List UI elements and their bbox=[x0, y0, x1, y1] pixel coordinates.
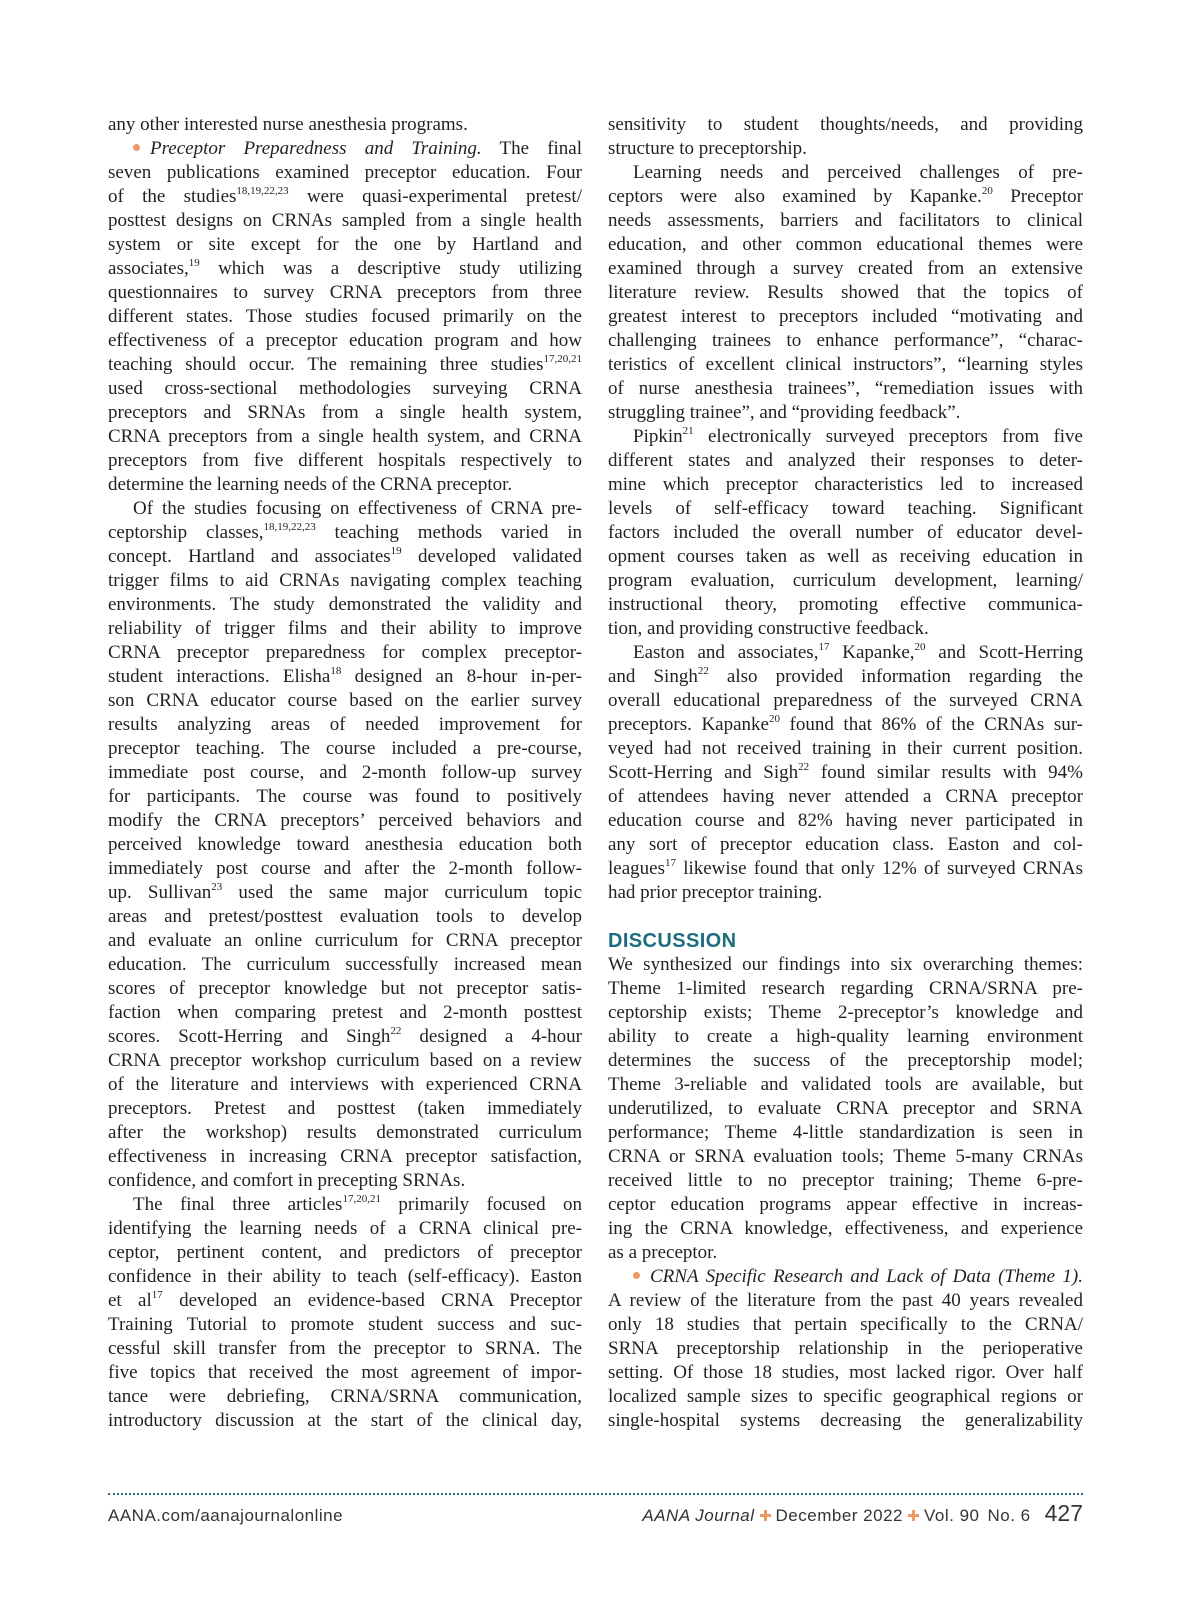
text-line bbox=[608, 641, 1083, 665]
citation-superscript: 17,20,21 bbox=[342, 1193, 381, 1205]
text-line bbox=[108, 185, 582, 209]
text-line bbox=[608, 137, 1083, 161]
text-run: needs assessments, barriers and facilitators to clinical bbox=[608, 210, 1083, 231]
run-in-subheading-line bbox=[608, 1265, 1083, 1289]
text-run: also provided information regarding the bbox=[708, 666, 1084, 687]
text-run: literature review. Results showed that the topics of bbox=[608, 282, 1083, 303]
text-line bbox=[108, 809, 582, 833]
text-run: ing the CRNA knowledge, effectiveness, and experience bbox=[608, 1218, 1083, 1239]
bullet-icon bbox=[133, 144, 140, 151]
text-run: instructional theory, promoting effective communica- bbox=[608, 594, 1083, 615]
text-run: SRNA preceptorship relationship in the perioperative bbox=[608, 1338, 1083, 1359]
text-run: confidence in their ability to teach (self-efficacy). Easton bbox=[108, 1266, 582, 1287]
text-run: faction when comparing pretest and 2-month posttest bbox=[108, 1002, 582, 1023]
text-line bbox=[608, 665, 1083, 689]
citation-superscript: 18,19,22,23 bbox=[236, 185, 289, 197]
text-line bbox=[108, 521, 582, 545]
text-run: posttest designs on CRNAs sampled from a single health bbox=[108, 210, 582, 231]
text-run: any other interested nurse anesthesia programs. bbox=[108, 114, 468, 135]
text-line bbox=[608, 377, 1083, 401]
text-line bbox=[608, 1145, 1083, 1169]
text-line bbox=[608, 329, 1083, 353]
text-line bbox=[108, 1001, 582, 1025]
text-line bbox=[108, 1409, 582, 1433]
text-line bbox=[608, 1025, 1083, 1049]
text-run: effectiveness of a preceptor education program and how bbox=[108, 330, 582, 351]
run-in-subheading-line bbox=[108, 137, 582, 161]
text-line bbox=[108, 665, 582, 689]
citation-superscript: 22 bbox=[798, 761, 810, 773]
text-line bbox=[608, 689, 1083, 713]
text-line bbox=[108, 881, 582, 905]
text-run: developed an evidence-based CRNA Preceptor bbox=[162, 1290, 582, 1311]
text-run: Of the studies focusing on effectiveness of CRNA pre- bbox=[133, 498, 582, 519]
text-run: designed an 8-hour in-per- bbox=[341, 666, 582, 687]
text-run: which was a descriptive study utilizing bbox=[199, 258, 582, 279]
text-run: factors included the overall number of educator devel- bbox=[608, 522, 1083, 543]
text-run: Theme 1-limited research regarding CRNA/SRNA pre- bbox=[608, 978, 1083, 999]
text-line bbox=[108, 689, 582, 713]
text-run: different states and analyzed their responses to deter- bbox=[608, 450, 1083, 471]
text-run: developed validated bbox=[401, 546, 582, 567]
text-run: education, and other common educational themes were bbox=[608, 234, 1083, 255]
discussion-heading: DISCUSSION bbox=[608, 930, 737, 952]
text-run: identifying the learning needs of a CRNA clinical pre- bbox=[108, 1218, 582, 1239]
text-run: received little to no preceptor training; Theme 6-pre- bbox=[608, 1170, 1083, 1191]
text-run: localized sample sizes to specific geographical regions or bbox=[608, 1386, 1083, 1407]
text-run: CRNA preceptor preparedness for complex preceptor- bbox=[108, 642, 582, 663]
right-column-text bbox=[608, 113, 1083, 905]
text-run: preceptors. Kapanke bbox=[608, 714, 769, 735]
italic-subheading: CRNA Specific Research and Lack of Data (Theme 1). bbox=[650, 1266, 1083, 1287]
citation-superscript: 17 bbox=[818, 641, 830, 653]
text-run: education. The curriculum successfully increased mean bbox=[108, 954, 582, 975]
text-run: greatest interest to preceptors included “motivating and bbox=[608, 306, 1083, 327]
text-run: likewise found that only 12% of surveyed CRNAs bbox=[675, 858, 1083, 879]
text-line bbox=[608, 1169, 1083, 1193]
text-run: performance; Theme 4-little standardization is seen in bbox=[608, 1122, 1083, 1143]
text-line bbox=[608, 425, 1083, 449]
text-line bbox=[608, 401, 1083, 425]
text-line bbox=[608, 233, 1083, 257]
citation-superscript: 21 bbox=[682, 425, 694, 437]
text-run: and evaluate an online curriculum for CRNA preceptor bbox=[108, 930, 582, 951]
text-line bbox=[108, 1049, 582, 1073]
text-run: leagues bbox=[608, 858, 665, 879]
citation-superscript: 20 bbox=[981, 185, 993, 197]
text-line bbox=[108, 497, 582, 521]
journal-website: AANA.com/aanajournalonline bbox=[108, 1506, 344, 1525]
text-line bbox=[108, 161, 582, 185]
text-line bbox=[108, 1217, 582, 1241]
text-line bbox=[608, 113, 1083, 137]
text-run: any sort of preceptor education class. Easton and col- bbox=[608, 834, 1083, 855]
text-run: were quasi-experimental pretest/ bbox=[288, 186, 582, 207]
text-run: found similar results with 94% bbox=[809, 762, 1083, 783]
text-run: Preceptor bbox=[992, 186, 1083, 207]
issue-info bbox=[642, 1500, 1083, 1527]
text-run: mine which preceptor characteristics led to increased bbox=[608, 474, 1083, 495]
text-run: Scott-Herring and Sigh bbox=[608, 762, 799, 783]
text-run: challenging trainees to enhance performance”, “charac- bbox=[608, 330, 1083, 351]
text-line bbox=[108, 1097, 582, 1121]
text-line bbox=[608, 1121, 1083, 1145]
text-line bbox=[608, 857, 1083, 881]
text-run: student interactions. Elisha bbox=[108, 666, 331, 687]
left-column bbox=[108, 113, 582, 1433]
text-run: used the same major curriculum topic bbox=[222, 882, 583, 903]
text-run: veyed had not received training in their current position. bbox=[608, 738, 1083, 759]
text-line bbox=[608, 737, 1083, 761]
text-run: and Singh bbox=[608, 666, 698, 687]
text-run: son CRNA educator course based on the earlier survey bbox=[108, 690, 582, 711]
text-run: system or site except for the one by Hartland and bbox=[108, 234, 582, 255]
text-line bbox=[108, 929, 582, 953]
text-run: Training Tutorial to promote student success and suc- bbox=[108, 1314, 582, 1335]
text-run: The final bbox=[481, 138, 583, 159]
text-line bbox=[108, 761, 582, 785]
text-line bbox=[608, 473, 1083, 497]
text-run: effectiveness in increasing CRNA preceptor satisfaction, bbox=[108, 1146, 582, 1167]
text-line bbox=[608, 353, 1083, 377]
text-line bbox=[608, 977, 1083, 1001]
text-line bbox=[108, 1121, 582, 1145]
text-run: preceptor teaching. The course included a pre-course, bbox=[108, 738, 582, 759]
text-run: perceived knowledge toward anesthesia education both bbox=[108, 834, 582, 855]
text-run: up. Sullivan bbox=[108, 882, 212, 903]
text-run: and Scott-Herring bbox=[925, 642, 1083, 663]
text-run: results analyzing areas of needed improvement for bbox=[108, 714, 582, 735]
text-run: struggling trainee”, and “providing feedback”. bbox=[608, 402, 961, 423]
text-run: immediate post course, and 2-month follow-up survey bbox=[108, 762, 582, 783]
text-line bbox=[108, 209, 582, 233]
text-run: education course and 82% having never participated in bbox=[608, 810, 1083, 831]
text-run: different states. Those studies focused primarily on the bbox=[108, 306, 582, 327]
text-line bbox=[608, 449, 1083, 473]
text-run: only 18 studies that pertain specifically to the CRNA/ bbox=[608, 1314, 1083, 1335]
text-line bbox=[108, 353, 582, 377]
text-run: scores. Scott-Herring and Singh bbox=[108, 1026, 391, 1047]
text-line bbox=[608, 1097, 1083, 1121]
text-run: preceptors. Pretest and posttest (taken immediately bbox=[108, 1098, 582, 1119]
text-run: of the studies bbox=[108, 186, 237, 207]
text-line bbox=[608, 545, 1083, 569]
text-line bbox=[608, 833, 1083, 857]
citation-superscript: 19 bbox=[390, 545, 402, 557]
text-run: CRNA preceptor workshop curriculum based on a review bbox=[108, 1050, 582, 1071]
citation-superscript: 18 bbox=[330, 665, 342, 677]
text-line bbox=[608, 953, 1083, 977]
text-line bbox=[108, 977, 582, 1001]
text-line bbox=[608, 521, 1083, 545]
footer-dotted-rule bbox=[108, 1493, 1083, 1495]
text-line bbox=[108, 401, 582, 425]
text-run: had prior preceptor training. bbox=[608, 882, 823, 903]
text-run: single-hospital systems decreasing the generalizability bbox=[608, 1410, 1083, 1431]
text-run: tance were debriefing, CRNA/SRNA communication, bbox=[108, 1386, 582, 1407]
text-line bbox=[108, 425, 582, 449]
text-run: setting. Of those 18 studies, most lacked rigor. Over half bbox=[608, 1362, 1083, 1383]
text-run: primarily focused on bbox=[380, 1194, 583, 1215]
text-run: of attendees having never attended a CRNA preceptor bbox=[608, 786, 1083, 807]
citation-superscript: 20 bbox=[768, 713, 780, 725]
text-run: teaching should occur. The remaining three studies bbox=[108, 354, 544, 375]
text-line bbox=[608, 881, 1083, 905]
text-run: designed a 4-hour bbox=[401, 1026, 582, 1047]
text-line bbox=[108, 1193, 582, 1217]
text-line bbox=[608, 281, 1083, 305]
citation-superscript: 17,20,21 bbox=[543, 353, 582, 365]
text-line bbox=[108, 1265, 582, 1289]
text-run: We synthesized our findings into six overarching themes: bbox=[608, 954, 1083, 975]
text-run: trigger films to aid CRNAs navigating complex teaching bbox=[108, 570, 582, 591]
text-line bbox=[608, 617, 1083, 641]
text-line bbox=[608, 1049, 1083, 1073]
text-run: underutilized, to evaluate CRNA preceptor and SRNA bbox=[608, 1098, 1083, 1119]
text-run: A review of the literature from the past 40 years revealed bbox=[608, 1290, 1083, 1311]
text-run: opment courses taken as well as receiving education in bbox=[608, 546, 1083, 567]
discussion-text bbox=[608, 953, 1083, 1433]
text-line bbox=[608, 1409, 1083, 1433]
text-line bbox=[108, 833, 582, 857]
text-run: et al bbox=[108, 1290, 152, 1311]
bullet-icon bbox=[633, 1272, 640, 1279]
citation-superscript: 20 bbox=[914, 641, 926, 653]
text-run: preceptors from five different hospitals respectively to bbox=[108, 450, 582, 471]
text-line bbox=[608, 305, 1083, 329]
text-line bbox=[108, 737, 582, 761]
text-line bbox=[608, 257, 1083, 281]
text-run: ability to create a high-quality learning environment bbox=[608, 1026, 1083, 1047]
text-run: questionnaires to survey CRNA preceptors from three bbox=[108, 282, 582, 303]
text-line bbox=[108, 1073, 582, 1097]
text-run: scores of preceptor knowledge but not preceptor satis- bbox=[108, 978, 582, 999]
text-line bbox=[108, 545, 582, 569]
volume-number: Vol. 90 bbox=[923, 1506, 980, 1525]
text-line bbox=[108, 257, 582, 281]
text-run: teristics of excellent clinical instructors”, “learning styles bbox=[608, 354, 1083, 375]
text-line bbox=[608, 1241, 1083, 1265]
text-run: Pipkin bbox=[633, 426, 683, 447]
text-line bbox=[108, 281, 582, 305]
text-run: CRNA preceptors from a single health system, and CRNA bbox=[108, 426, 582, 447]
text-run: of nurse anesthesia trainees”, “remediation issues with bbox=[608, 378, 1083, 399]
text-line bbox=[608, 161, 1083, 185]
text-line bbox=[608, 713, 1083, 737]
text-run: ceptorship exists; Theme 2-preceptor’s knowledge and bbox=[608, 1002, 1083, 1023]
text-line bbox=[608, 761, 1083, 785]
text-line bbox=[608, 1073, 1083, 1097]
plus-separator-icon bbox=[760, 1510, 771, 1521]
text-line bbox=[108, 953, 582, 977]
text-line bbox=[108, 449, 582, 473]
text-line bbox=[108, 1385, 582, 1409]
page-number: 427 bbox=[1044, 1500, 1083, 1526]
text-run: ceptor, pertinent content, and predictors of preceptor bbox=[108, 1242, 582, 1263]
text-run: Learning needs and perceived challenges of pre- bbox=[633, 162, 1083, 183]
journal-name: AANA Journal bbox=[642, 1506, 755, 1525]
text-line bbox=[108, 713, 582, 737]
text-run: ceptor education programs appear effective in increas- bbox=[608, 1194, 1083, 1215]
citation-superscript: 18,19,22,23 bbox=[263, 521, 316, 533]
text-run: ceptors were also examined by Kapanke. bbox=[608, 186, 982, 207]
text-line bbox=[108, 857, 582, 881]
text-run: found that 86% of the CRNAs sur- bbox=[779, 714, 1083, 735]
italic-subheading: Preceptor Preparedness and Training. bbox=[150, 138, 482, 159]
citation-superscript: 22 bbox=[697, 665, 709, 677]
text-run: cessful skill transfer from the preceptor to SRNA. The bbox=[108, 1338, 582, 1359]
text-line bbox=[108, 1241, 582, 1265]
text-line bbox=[608, 209, 1083, 233]
text-run: five topics that received the most agreement of impor- bbox=[108, 1362, 582, 1383]
text-run: examined through a survey created from an extensive bbox=[608, 258, 1083, 279]
text-run: introductory discussion at the start of the clinical day, bbox=[108, 1410, 582, 1431]
text-run: used cross-sectional methodologies surveying CRNA bbox=[108, 378, 582, 399]
text-line bbox=[608, 1313, 1083, 1337]
text-run: reliability of trigger films and their ability to improve bbox=[108, 618, 582, 639]
citation-superscript: 19 bbox=[188, 257, 200, 269]
text-line bbox=[108, 305, 582, 329]
text-line bbox=[108, 905, 582, 929]
text-line bbox=[108, 641, 582, 665]
text-run: Theme 3-reliable and validated tools are available, but bbox=[608, 1074, 1083, 1095]
text-run: concept. Hartland and associates bbox=[108, 546, 391, 567]
text-run: modify the CRNA preceptors’ perceived behaviors and bbox=[108, 810, 582, 831]
text-line bbox=[608, 1289, 1083, 1313]
text-run: after the workshop) results demonstrated curriculum bbox=[108, 1122, 582, 1143]
text-run: program evaluation, curriculum development, learning/ bbox=[608, 570, 1083, 591]
text-run: determine the learning needs of the CRNA preceptor. bbox=[108, 474, 513, 495]
text-line bbox=[108, 1289, 582, 1313]
text-line bbox=[608, 1193, 1083, 1217]
citation-superscript: 22 bbox=[390, 1025, 402, 1037]
text-run: CRNA or SRNA evaluation tools; Theme 5-many CRNAs bbox=[608, 1146, 1083, 1167]
text-line bbox=[108, 1145, 582, 1169]
text-run: as a preceptor. bbox=[608, 1242, 718, 1263]
citation-superscript: 23 bbox=[211, 881, 223, 893]
text-line bbox=[608, 1001, 1083, 1025]
text-line bbox=[108, 1025, 582, 1049]
text-run: preceptors and SRNAs from a single health system, bbox=[108, 402, 582, 423]
text-run: determines the success of the preceptorship model; bbox=[608, 1050, 1083, 1071]
text-line bbox=[108, 233, 582, 257]
right-column bbox=[608, 113, 1083, 1433]
text-run: ceptorship classes, bbox=[108, 522, 264, 543]
plus-separator-icon bbox=[908, 1510, 919, 1521]
text-line bbox=[608, 1385, 1083, 1409]
text-line bbox=[608, 593, 1083, 617]
text-line bbox=[608, 185, 1083, 209]
text-line bbox=[608, 497, 1083, 521]
text-line bbox=[108, 1361, 582, 1385]
text-line bbox=[608, 1217, 1083, 1241]
text-line bbox=[108, 1313, 582, 1337]
text-run: confidence, and comfort in precepting SRNAs. bbox=[108, 1170, 466, 1191]
text-run: areas and pretest/posttest evaluation tools to develop bbox=[108, 906, 582, 927]
text-run: Kapanke, bbox=[829, 642, 915, 663]
text-run: structure to preceptorship. bbox=[608, 138, 807, 159]
text-line bbox=[608, 1361, 1083, 1385]
text-line bbox=[108, 617, 582, 641]
page-footer bbox=[108, 1500, 1083, 1528]
text-line bbox=[608, 1337, 1083, 1361]
text-run: Easton and associates, bbox=[633, 642, 819, 663]
text-line bbox=[108, 377, 582, 401]
text-run: associates, bbox=[108, 258, 189, 279]
text-run: levels of self-efficacy toward teaching. Significant bbox=[608, 498, 1083, 519]
text-run: environments. The study demonstrated the validity and bbox=[108, 594, 582, 615]
text-line bbox=[108, 785, 582, 809]
text-run: sensitivity to student thoughts/needs, and providing bbox=[608, 114, 1083, 135]
text-line bbox=[108, 569, 582, 593]
text-line bbox=[108, 473, 582, 497]
text-line bbox=[608, 569, 1083, 593]
issue-number: No. 6 bbox=[987, 1506, 1031, 1525]
text-run: The final three articles bbox=[133, 1194, 343, 1215]
text-line bbox=[608, 785, 1083, 809]
text-run: immediately post course and after the 2-month follow- bbox=[108, 858, 582, 879]
text-line bbox=[108, 329, 582, 353]
citation-superscript: 17 bbox=[151, 1289, 163, 1301]
text-line bbox=[608, 809, 1083, 833]
text-run: teaching methods varied in bbox=[315, 522, 583, 543]
text-run: seven publications examined preceptor education. Four bbox=[108, 162, 582, 183]
citation-superscript: 17 bbox=[664, 857, 676, 869]
text-line bbox=[108, 1169, 582, 1193]
text-run: of the literature and interviews with experienced CRNA bbox=[108, 1074, 582, 1095]
text-line bbox=[108, 113, 582, 137]
text-run: for participants. The course was found to positively bbox=[108, 786, 582, 807]
text-run: electronically surveyed preceptors from five bbox=[693, 426, 1083, 447]
text-run: overall educational preparedness of the surveyed CRNA bbox=[608, 690, 1083, 711]
text-run: tion, and providing constructive feedback. bbox=[608, 618, 929, 639]
issue-date: December 2022 bbox=[775, 1506, 903, 1525]
text-line bbox=[108, 593, 582, 617]
text-line bbox=[108, 1337, 582, 1361]
